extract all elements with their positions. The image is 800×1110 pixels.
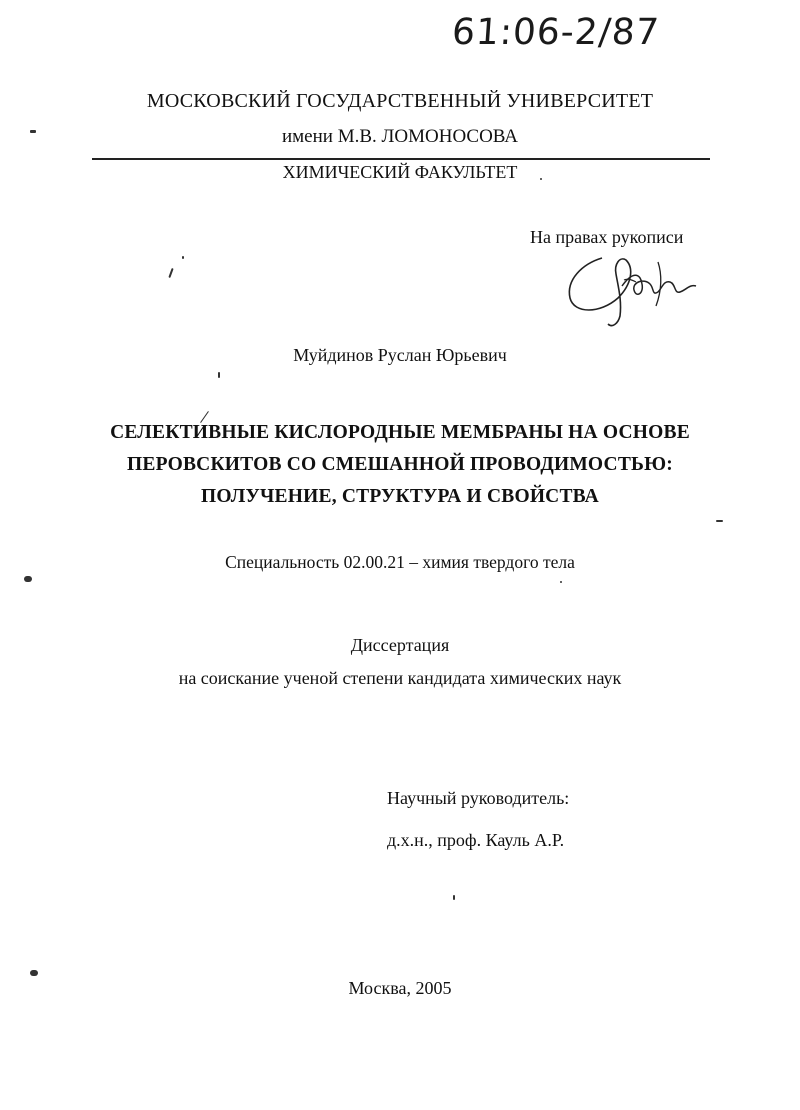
dissertation-label: Диссертация (350, 635, 450, 655)
dissertation-title-line-1: СЕЛЕКТИВНЫЕ КИСЛОРОДНЫЕ МЕМБРАНЫ НА ОСНОВЕ (110, 422, 690, 443)
author-name: Муйдинов Руслан Юрьевич (293, 345, 507, 365)
university-named-after: имени М.В. ЛОМОНОСОВА (281, 126, 518, 147)
specialty: Специальность 02.00.21 – химия твердого тела (225, 552, 575, 572)
scan-speck (218, 372, 220, 378)
city-year: Москва, 2005 (348, 978, 452, 998)
scan-speck (453, 895, 455, 900)
scan-speck (30, 130, 36, 133)
scan-speck (168, 268, 173, 278)
header-divider (92, 158, 710, 160)
scan-speck (182, 256, 184, 259)
author-signature (562, 250, 712, 330)
scan-speck (716, 520, 723, 522)
scan-speck (560, 581, 562, 583)
dissertation-purpose: на соискание ученой степени кандидата химических наук (178, 668, 622, 688)
supervisor-label: Научный руководитель: (387, 788, 570, 808)
supervisor-name: д.х.н., проф. Кауль А.Р. (387, 830, 565, 850)
dissertation-title-line-2: ПЕРОВСКИТОВ СО СМЕШАННОЙ ПРОВОДИМОСТЬЮ: (127, 454, 673, 475)
scan-speck (30, 970, 38, 976)
dissertation-title-line-3: ПОЛУЧЕНИЕ, СТРУКТУРА И СВОЙСТВА (201, 486, 599, 507)
university-name: МОСКОВСКИЙ ГОСУДАРСТВЕННЫЙ УНИВЕРСИТЕТ (146, 90, 654, 112)
scan-speck (24, 576, 32, 582)
manuscript-rights: На правах рукописи (530, 227, 684, 247)
scan-speck (540, 178, 542, 180)
faculty-name: ХИМИЧЕСКИЙ ФАКУЛЬТЕТ (282, 162, 518, 182)
archive-number: 61:06-2/87 (450, 12, 662, 53)
